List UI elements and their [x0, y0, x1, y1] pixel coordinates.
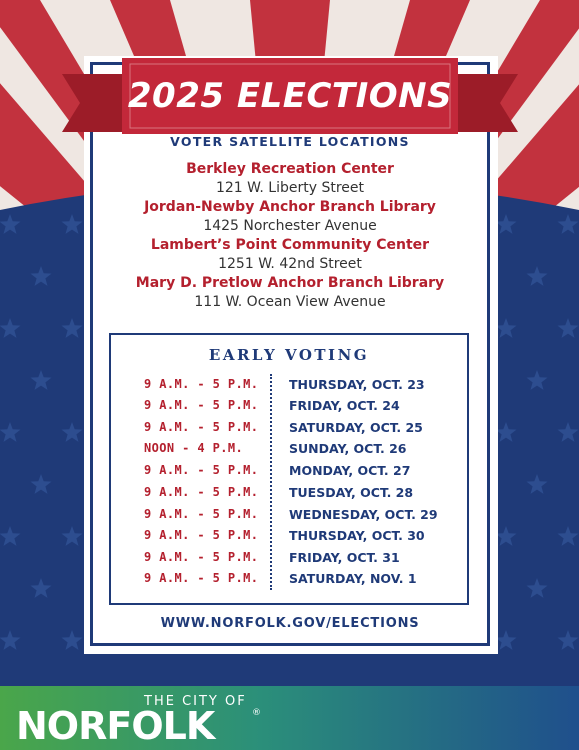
- schedule-row: [109, 507, 469, 528]
- locations-subtitle: VOTER SATELLITE LOCATIONS: [170, 134, 410, 149]
- schedule-time: NOON - 4 P.M.: [144, 441, 244, 455]
- schedule-day: THURSDAY, OCT. 30: [289, 528, 425, 543]
- schedule-row: [109, 398, 469, 419]
- location-address: 121 W. Liberty Street: [215, 180, 365, 196]
- schedule-row: [109, 485, 469, 506]
- location-name: Jordan-Newby Anchor Branch Library: [144, 199, 436, 215]
- logo-city-name: NORFOLK: [16, 704, 215, 748]
- location-item: [90, 236, 490, 274]
- schedule-row: [109, 528, 469, 549]
- location-address: 1251 W. 42nd Street: [218, 256, 362, 272]
- schedule-day: WEDNESDAY, OCT. 29: [289, 507, 438, 522]
- schedule-time: 9 A.M. - 5 P.M.: [144, 528, 259, 542]
- location-name: Mary D. Pretlow Anchor Branch Library: [135, 275, 445, 291]
- schedule-time: 9 A.M. - 5 P.M.: [144, 420, 259, 434]
- schedule-row: [109, 420, 469, 441]
- schedule-row: [109, 571, 469, 592]
- location-item: [90, 274, 490, 312]
- location-address: 1425 Norchester Avenue: [203, 218, 377, 234]
- schedule-time: 9 A.M. - 5 P.M.: [144, 507, 259, 521]
- schedule-time: 9 A.M. - 5 P.M.: [144, 463, 259, 477]
- page-title: 2025 ELECTIONS: [127, 76, 453, 116]
- schedule-time: 9 A.M. - 5 P.M.: [144, 398, 259, 412]
- schedule-time: 9 A.M. - 5 P.M.: [144, 485, 259, 499]
- ribbon-right-tail: [458, 74, 518, 132]
- schedule-day: SATURDAY, NOV. 1: [289, 571, 417, 586]
- location-name: Berkley Recreation Center: [186, 161, 394, 177]
- schedule-day: FRIDAY, OCT. 31: [289, 550, 400, 565]
- schedule-day: FRIDAY, OCT. 24: [289, 398, 400, 413]
- schedule-day: THURSDAY, OCT. 23: [289, 377, 425, 392]
- logo-city-of-text: THE CITY OF: [144, 694, 247, 709]
- schedule-time: 9 A.M. - 5 P.M.: [144, 571, 259, 585]
- location-item: [90, 198, 490, 236]
- schedule-time: 9 A.M. - 5 P.M.: [144, 377, 259, 391]
- location-item: [90, 160, 490, 198]
- early-voting-title: EARLY VOTING: [208, 346, 370, 364]
- schedule-time: 9 A.M. - 5 P.M.: [144, 550, 259, 564]
- schedule-row: [109, 550, 469, 571]
- schedule-row: [109, 441, 469, 462]
- schedule-row: [109, 377, 469, 398]
- ribbon-left-tail: [62, 74, 122, 132]
- trademark-symbol: ®: [252, 708, 261, 718]
- locations-list: [90, 160, 490, 312]
- location-name: Lambert’s Point Community Center: [150, 237, 430, 253]
- schedule-row: [109, 463, 469, 484]
- website-link[interactable]: WWW.NORFOLK.GOV/ELECTIONS: [160, 616, 420, 631]
- schedule-day: SATURDAY, OCT. 25: [289, 420, 423, 435]
- schedule-day: TUESDAY, OCT. 28: [289, 485, 414, 500]
- location-address: 111 W. Ocean View Avenue: [194, 294, 386, 310]
- schedule-day: MONDAY, OCT. 27: [289, 463, 411, 478]
- schedule-day: SUNDAY, OCT. 26: [289, 441, 407, 456]
